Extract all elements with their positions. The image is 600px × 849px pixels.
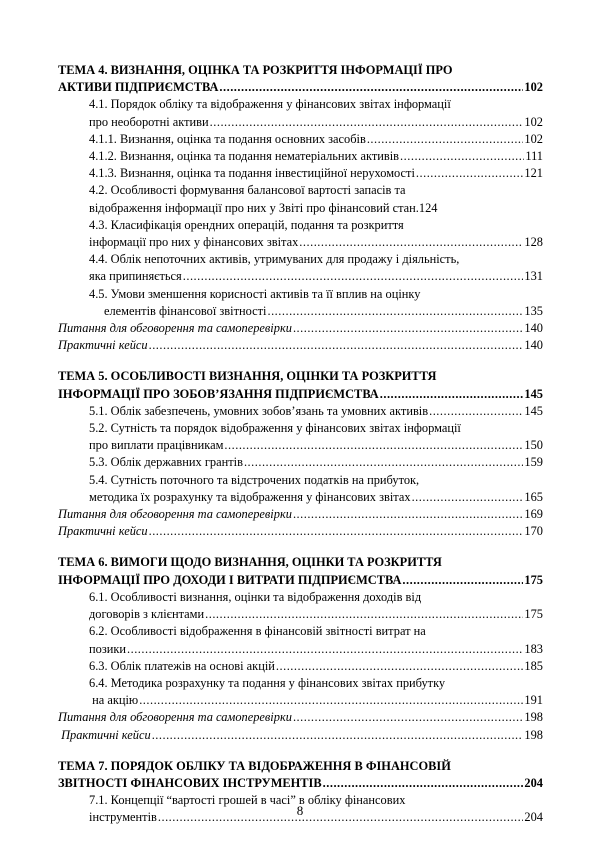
toc-entry: 4.5. Умови зменшення корисності активів та її вплив на оцінку — [89, 286, 421, 301]
topic-title: ТЕМА 5. ОСОБЛИВОСТІ ВИЗНАННЯ, ОЦІНКИ ТА РОЗКРИТТЯ — [58, 369, 437, 384]
toc-entry[interactable]: позики ..... 183 — [58, 641, 543, 658]
toc-entry: 5.2. Сутність та порядок відображення у фінансових звітах інформації — [89, 421, 461, 436]
topic-title: ТЕМА 7. ПОРЯДОК ОБЛІКУ ТА ВІДОБРАЖЕННЯ В ФІНАНСОВІЙ — [58, 758, 451, 773]
toc-entry[interactable]: яка припиняється ..... 131 — [58, 268, 543, 285]
topic-5 — [58, 368, 543, 540]
toc-entry[interactable]: інформації про них у фінансових звітах ..... 128 — [58, 234, 543, 251]
toc-practical-cases[interactable]: Практичні кейси ..... 198 — [58, 727, 543, 744]
topic-title: ТЕМА 4. ВИЗНАННЯ, ОЦІНКА ТА РОЗКРИТТЯ ІНФОРМАЦІЇ ПРО — [58, 63, 453, 77]
topic-title: ТЕМА 6. ВИМОГИ ЩОДО ВИЗНАННЯ, ОЦІНКИ ТА РОЗКРИТТЯ — [58, 555, 442, 570]
topic-title-line2[interactable]: ЗВІТНОСТІ ФІНАНСОВИХ ІНСТРУМЕНТІВ ..... 204 — [58, 775, 543, 792]
toc-entry: 7.1. Концепції “вартості грошей в часі” в обліку фінансових — [89, 793, 406, 808]
toc-entry: 6.1. Особливості визнання, оцінки та відображення доходів від — [89, 589, 422, 604]
toc-entry: 4.1. Порядок обліку та відображення у фінансових звітах інформації — [89, 97, 451, 112]
toc-review-questions[interactable]: Питання для обговорення та самоперевірки ..... 140 — [58, 320, 543, 337]
toc-entry[interactable]: 4.1.3. Визнання, оцінка та подання інвестиційної нерухомості ..... 121 — [58, 165, 543, 182]
toc-review-questions[interactable]: Питання для обговорення та самоперевірки ..... 198 — [58, 709, 543, 726]
toc-review-questions[interactable]: Питання для обговорення та самоперевірки ..... 169 — [58, 506, 543, 523]
toc-entry[interactable]: 4.1.2. Визнання, оцінка та подання нематеріальних активів ..... 111 — [58, 148, 543, 165]
topic-title-line2[interactable]: ІНФОРМАЦІЇ ПРО ДОХОДИ І ВИТРАТИ ПІДПРИЄМСТВА ..... 175 — [58, 572, 543, 589]
toc-entry[interactable]: елементів фінансової звітності ..... 135 — [58, 303, 543, 320]
topic-title-line2[interactable]: АКТИВИ ПІДПРИЄМСТВА ..... 102 — [58, 79, 543, 96]
toc-entry[interactable]: про виплати працівникам ..... 150 — [58, 437, 543, 454]
toc-entry: 4.3. Класифікація орендних операцій, подання та розкриття — [89, 217, 404, 232]
toc-entry[interactable]: договорів з клієнтами ..... 175 — [58, 606, 543, 623]
toc-entry[interactable]: 5.3. Облік державних грантів ..... 159 — [58, 454, 543, 471]
toc-entry: 6.4. Методика розрахунку та подання у фінансових звітах прибутку — [89, 675, 446, 690]
toc-entry[interactable]: інструментів ..... 204 — [58, 809, 543, 826]
toc-entry: 6.2. Особливості відображення в фінансовій звітності витрат на — [89, 624, 426, 639]
toc-entry[interactable]: відображення інформації про них у Звіті про фінансовий стан.124 — [89, 200, 438, 215]
toc-entry[interactable]: на акцію ..... 191 — [58, 692, 543, 709]
toc-entry[interactable]: про необоротні активи ..... 102 — [58, 114, 543, 131]
page-number: 8 — [296, 803, 304, 818]
toc-practical-cases[interactable]: Практичні кейси ..... 170 — [58, 523, 543, 540]
toc-entry: 5.4. Сутність поточного та відстрочених податків на прибуток, — [89, 472, 420, 487]
toc-entry[interactable]: 6.3. Облік платежів на основі акцій ..... 185 — [58, 658, 543, 675]
toc-entry[interactable]: методика їх розрахунку та відображення у фінансових звітах ..... 165 — [58, 489, 543, 506]
table-of-contents — [58, 62, 543, 827]
toc-entry: 4.2. Особливості формування балансової вартості запасів та — [89, 183, 406, 198]
topic-title-line2[interactable]: ІНФОРМАЦІЇ ПРО ЗОБОВ’ЯЗАННЯ ПІДПРИЄМСТВА ..... 145 — [58, 386, 543, 403]
toc-entry[interactable]: 4.1.1. Визнання, оцінка та подання основних засобів ..... 102 — [58, 131, 543, 148]
toc-entry[interactable]: 5.1. Облік забезпечень, умовних зобов’язань та умовних активів ..... 145 — [58, 403, 543, 420]
toc-entry: 4.4. Облік непоточних активів, утримуваних для продажу і діяльність, — [89, 252, 460, 267]
topic-4 — [58, 62, 543, 354]
topic-6 — [58, 554, 543, 743]
toc-practical-cases[interactable]: Практичні кейси ..... 140 — [58, 337, 543, 354]
